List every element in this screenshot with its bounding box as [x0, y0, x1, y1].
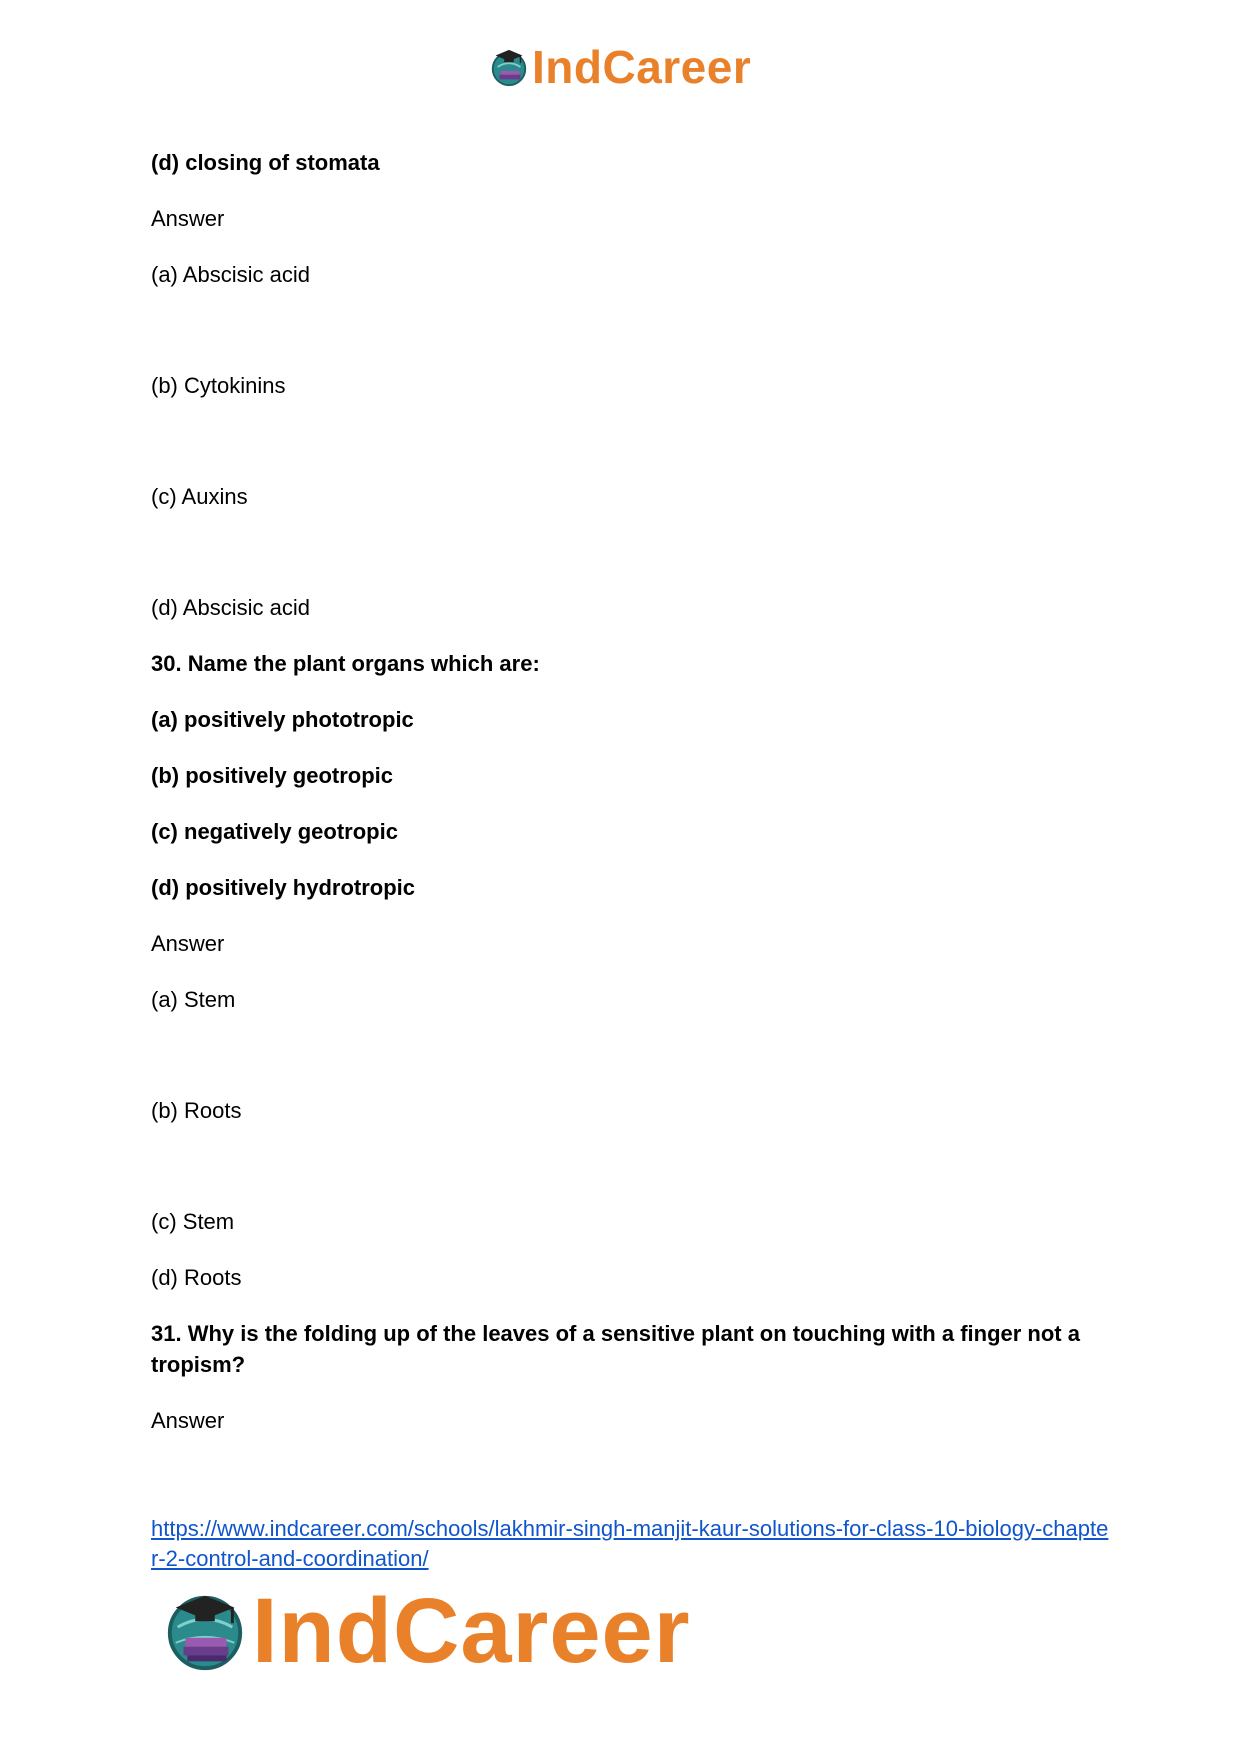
answer-29-a: (a) Abscisic acid — [151, 262, 310, 287]
answer-label: Answer — [151, 206, 225, 231]
globe-graduation-cap-icon — [488, 46, 530, 88]
answer-label: Answer — [151, 931, 225, 956]
logo-text: IndCareer — [532, 41, 752, 93]
question-30-option-c: (c) negatively geotropic — [151, 819, 398, 844]
question-31: 31. Why is the folding up of the leaves of a sensitive plant on touching with a finger not a tropism? — [151, 1321, 1080, 1377]
answer-29-b: (b) Cytokinins — [151, 373, 286, 398]
question-30-option-b: (b) positively geotropic — [151, 763, 394, 788]
answer-label: Answer — [151, 1408, 225, 1433]
footer-logo — [162, 1580, 691, 1682]
answer-29-d: (d) Abscisic acid — [151, 595, 310, 620]
globe-graduation-cap-books-icon — [162, 1588, 248, 1674]
answer-30-b: (b) Roots — [151, 1098, 242, 1123]
question-30: 30. Name the plant organs which are: — [151, 651, 540, 676]
answer-30-c: (c) Stem — [151, 1209, 235, 1234]
answer-30-a: (a) Stem — [151, 987, 236, 1012]
question-29-option-d: (d) closing of stomata — [151, 150, 380, 175]
question-30-option-d: (d) positively hydrotropic — [151, 875, 416, 900]
header-logo — [488, 41, 752, 93]
answer-29-c: (c) Auxins — [151, 484, 248, 509]
question-30-option-a: (a) positively phototropic — [151, 707, 414, 732]
answer-30-d: (d) Roots — [151, 1265, 242, 1290]
logo-text: IndCareer — [252, 1580, 691, 1682]
source-link[interactable]: https://www.indcareer.com/schools/lakhmir-singh-manjit-kaur-solutions-for-class-10-biology-chapter-2-control-and-coordination/ — [151, 1516, 1109, 1571]
